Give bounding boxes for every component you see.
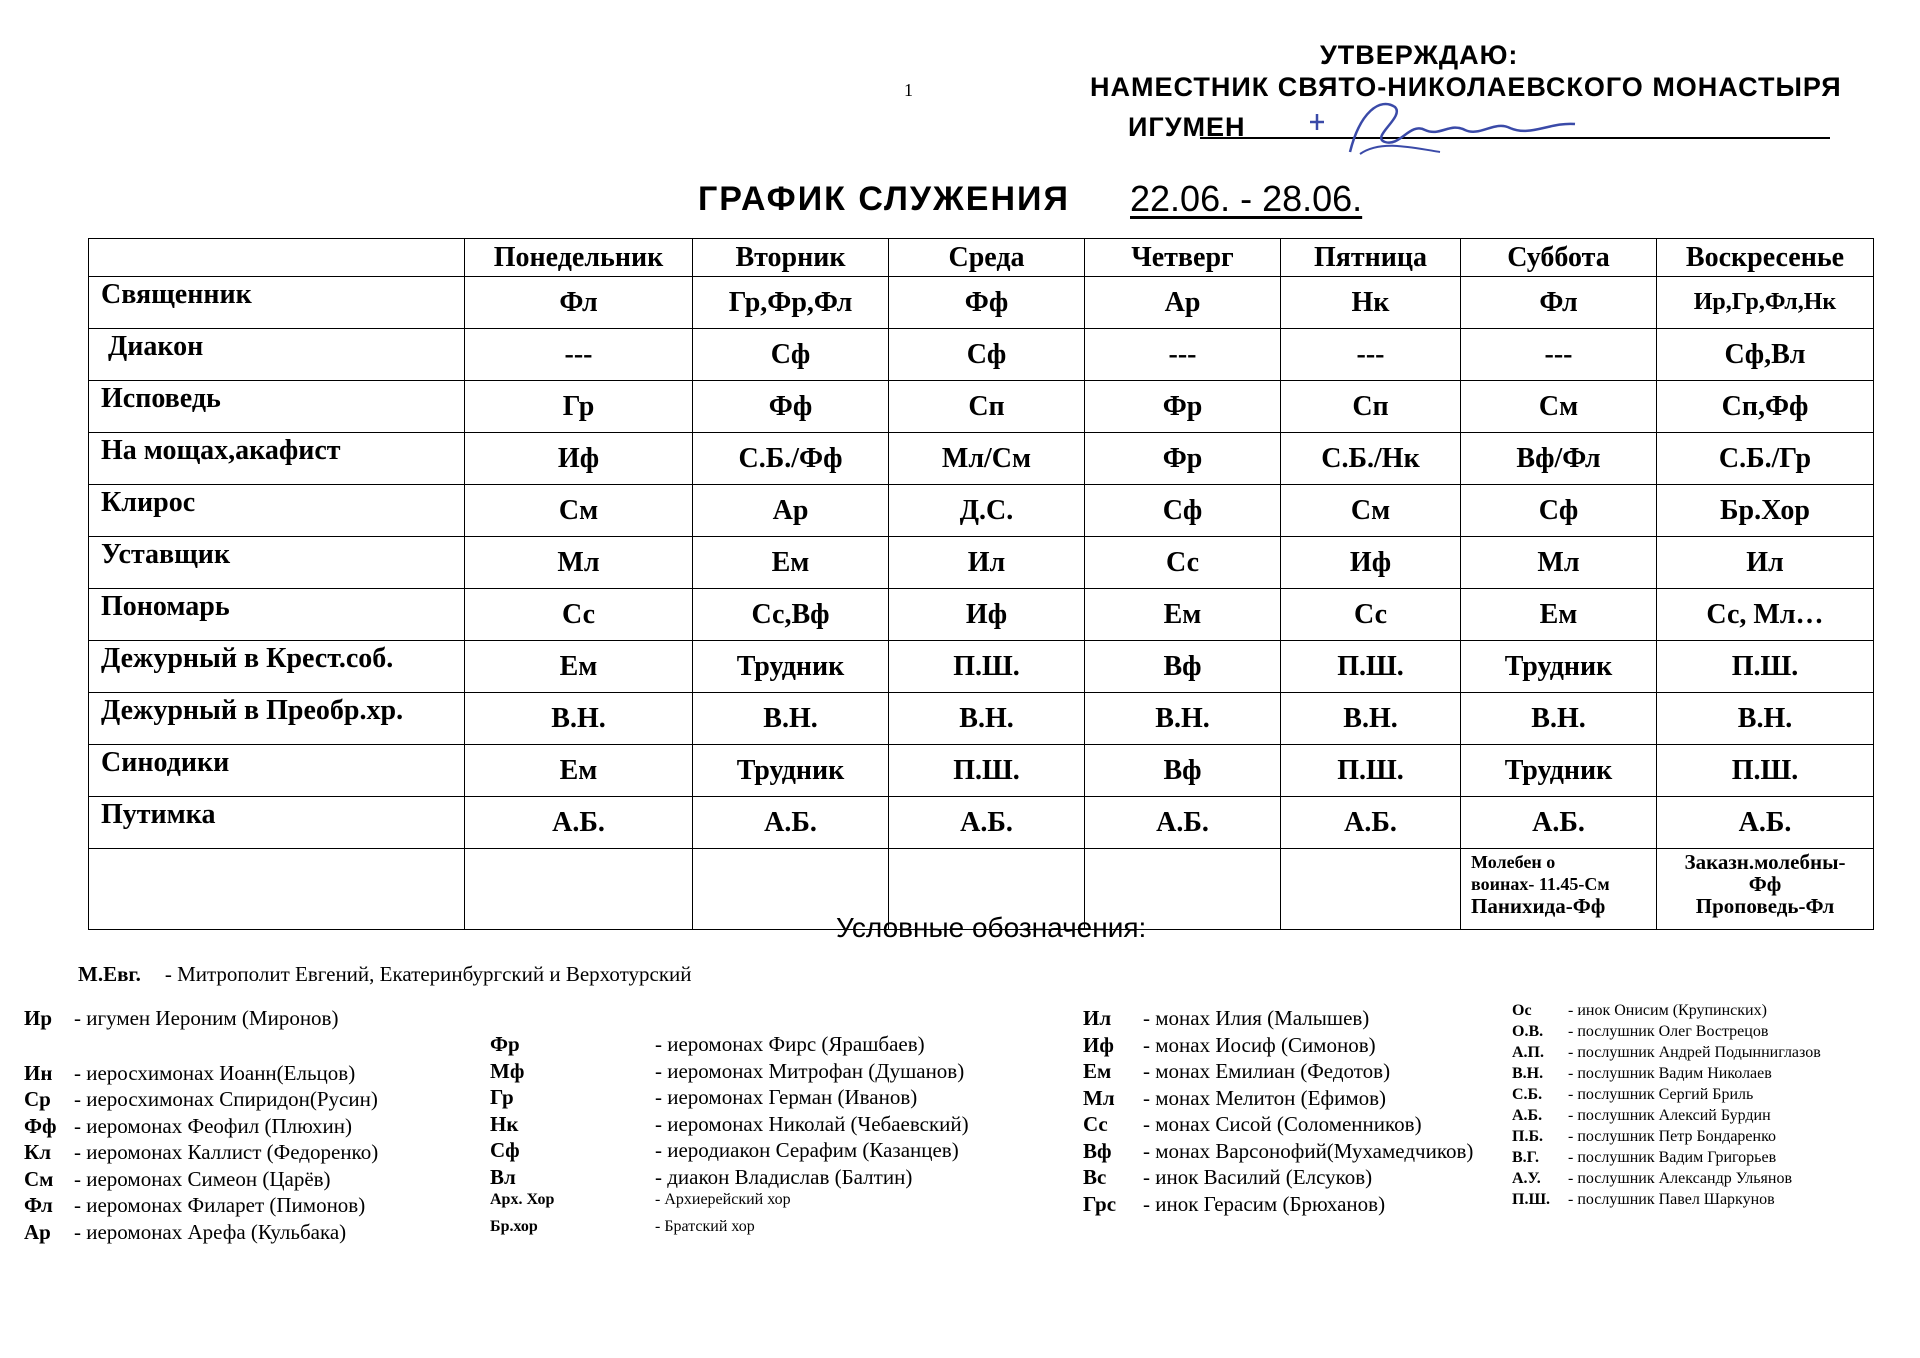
legend-code: Ин	[24, 1060, 53, 1085]
schedule-cell: Гр	[465, 381, 693, 433]
schedule-cell: Фр	[1085, 433, 1281, 485]
schedule-table	[88, 238, 1874, 930]
schedule-cell: В.Н.	[1461, 693, 1657, 745]
schedule-cell: Иф	[1281, 537, 1461, 589]
header-day: Пятница	[1281, 239, 1461, 277]
schedule-cell: Сп	[1281, 381, 1461, 433]
legend-name: - послушник Олег Вострецов	[1568, 1023, 1769, 1040]
role-label: Дежурный в Преобр.хр.	[89, 693, 465, 745]
schedule-cell: В.Н.	[889, 693, 1085, 745]
header-day: Вторник	[693, 239, 889, 277]
schedule-cell: Трудник	[693, 641, 889, 693]
legend-name: - монах Мелитон (Ефимов)	[1143, 1085, 1387, 1110]
schedule-cell: Ем	[1085, 589, 1281, 641]
legend-item	[24, 1220, 346, 1245]
schedule-cell: Сс, Мл…	[1657, 589, 1874, 641]
schedule-cell: Сс	[1281, 589, 1461, 641]
schedule-cell: С.Б./Гр	[1657, 433, 1874, 485]
legend-name: - монах Варсонофий(Мухамедчиков)	[1143, 1138, 1474, 1163]
schedule-cell: Иф	[465, 433, 693, 485]
schedule-cell: Ил	[889, 537, 1085, 589]
legend-item	[1512, 1191, 1775, 1209]
header-day: Воскресенье	[1657, 239, 1874, 277]
schedule-cell: Трудник	[1461, 745, 1657, 797]
legend-code: Фф	[24, 1113, 57, 1138]
legend-name: - иеромонах Филарет (Пимонов)	[74, 1193, 366, 1217]
legend-item	[490, 1112, 969, 1137]
schedule-cell: Сф	[1085, 485, 1281, 537]
schedule-cell: См	[1281, 485, 1461, 537]
legend-name: - иеромонах Феофил (Плюхин)	[74, 1113, 352, 1138]
legend-name: - Братский хор	[655, 1217, 755, 1235]
note-line: Панихида-Фф	[1471, 894, 1606, 918]
legend-item	[24, 1167, 331, 1192]
signature-image	[1290, 92, 1590, 172]
legend-name: - инок Герасим (Брюханов)	[1143, 1191, 1386, 1216]
legend-code: Вл	[490, 1164, 516, 1189]
legend-item	[1083, 1059, 1390, 1084]
legend-name: - иеромонах Каллист (Федоренко)	[74, 1140, 379, 1164]
legend-name: - послушник Алексий Бурдин	[1568, 1107, 1771, 1124]
schedule-cell: В.Н.	[465, 693, 693, 745]
legend-code: Иф	[1083, 1032, 1114, 1057]
table-row	[89, 745, 1874, 797]
legend-code: Вф	[1083, 1138, 1112, 1163]
legend-name: - иеромонах Арефа (Кульбака)	[74, 1219, 347, 1244]
legend-item	[1512, 1170, 1792, 1188]
legend-code: Сс	[1083, 1112, 1108, 1136]
legend-item	[24, 1193, 365, 1218]
schedule-cell: В.Н.	[1281, 693, 1461, 745]
table-row	[89, 329, 1874, 381]
legend-code: П.Б.	[1512, 1128, 1544, 1145]
legend-code: Ил	[1083, 1006, 1112, 1030]
legend-name: - монах Иосиф (Симонов)	[1143, 1032, 1376, 1057]
legend-item	[1083, 1165, 1372, 1190]
table-row	[89, 537, 1874, 589]
schedule-cell: Ем	[693, 537, 889, 589]
schedule-cell: Сп,Фф	[1657, 381, 1874, 433]
legend-item	[1083, 1033, 1376, 1058]
schedule-cell: Ем	[1461, 589, 1657, 641]
schedule-cell: Фф	[889, 277, 1085, 329]
legend-item	[24, 1006, 338, 1031]
schedule-cell: Трудник	[1461, 641, 1657, 693]
note-line: Молебен о	[1471, 852, 1556, 872]
role-label: На мощах,акафист	[89, 433, 465, 485]
schedule-cell: Ир,Гр,Фл,Нк	[1657, 277, 1874, 329]
schedule-cell: Нк	[1281, 277, 1461, 329]
schedule-cell: П.Ш.	[1657, 641, 1874, 693]
legend-name: - послушник Вадим Николаев	[1568, 1065, 1772, 1082]
schedule-cell: П.Ш.	[1281, 745, 1461, 797]
schedule-cell: Ил	[1657, 537, 1874, 589]
table-row	[89, 433, 1874, 485]
notes-cell	[465, 849, 693, 930]
schedule-cell: Фр	[1085, 381, 1281, 433]
legend-code: Фр	[490, 1032, 520, 1056]
legend-name: - послушник Павел Шаркунов	[1568, 1191, 1775, 1208]
legend-name: - послушник Петр Бондаренко	[1568, 1128, 1777, 1145]
schedule-cell: Мл	[1461, 537, 1657, 589]
legend-metropolitan	[78, 962, 692, 987]
table-row	[89, 381, 1874, 433]
approval-line-1: УТВЕРЖДАЮ:	[1320, 40, 1519, 70]
legend-code: А.Б.	[1512, 1107, 1543, 1124]
role-label: Клирос	[89, 485, 465, 537]
schedule-cell: Бр.Хор	[1657, 485, 1874, 537]
table-row	[89, 693, 1874, 745]
schedule-cell: А.Б.	[465, 797, 693, 849]
legend-name: - Архиерейский хор	[655, 1191, 791, 1208]
legend-code: Ир	[24, 1006, 53, 1030]
schedule-cell: Сф	[693, 329, 889, 381]
legend-code: Сф	[490, 1138, 520, 1162]
header-day: Суббота	[1461, 239, 1657, 277]
note-line: Проповедь-Фл	[1695, 894, 1835, 918]
legend-code: В.Г.	[1512, 1149, 1540, 1166]
legend-code: М.Евг.	[78, 962, 141, 986]
page-title: ГРАФИК СЛУЖЕНИЯ	[698, 180, 1070, 218]
schedule-cell: Д.С.	[889, 485, 1085, 537]
legend-name: - монах Сисой (Соломенников)	[1143, 1112, 1422, 1136]
header-day: Понедельник	[465, 239, 693, 277]
schedule-cell: ---	[1461, 329, 1657, 381]
header-day: Четверг	[1085, 239, 1281, 277]
legend-code: Фл	[24, 1193, 53, 1217]
legend-name: - иеродиакон Серафим (Казанцев)	[655, 1138, 959, 1162]
legend-item	[1083, 1139, 1473, 1164]
legend-code: Мф	[490, 1058, 525, 1083]
legend-item	[1512, 1149, 1776, 1167]
header-corner	[89, 239, 465, 277]
schedule-cell: См	[465, 485, 693, 537]
legend-name: - послушник Вадим Григорьев	[1568, 1149, 1777, 1166]
legend-name: - монах Емилиан (Федотов)	[1143, 1059, 1391, 1083]
page-mark: 1	[904, 80, 913, 100]
role-label: Пономарь	[89, 589, 465, 641]
schedule-cell: А.Б.	[1085, 797, 1281, 849]
legend-item	[1083, 1086, 1386, 1111]
legend-code: Кл	[24, 1140, 52, 1164]
legend-code: Арх. Хор	[490, 1191, 555, 1208]
schedule-cell: Сп	[889, 381, 1085, 433]
legend-code: П.Ш.	[1512, 1191, 1551, 1208]
schedule-cell: П.Ш.	[889, 745, 1085, 797]
legend-code: Ср	[24, 1087, 51, 1111]
legend-name: - инок Василий (Елсуков)	[1143, 1165, 1373, 1189]
table-row	[89, 641, 1874, 693]
schedule-cell: А.Б.	[1461, 797, 1657, 849]
legend-code: Нк	[490, 1111, 519, 1136]
schedule-cell: Сс	[465, 589, 693, 641]
legend-name: - послушник Александр Ульянов	[1568, 1170, 1792, 1187]
schedule-cell: С.Б./Нк	[1281, 433, 1461, 485]
schedule-cell: Вф	[1085, 745, 1281, 797]
schedule-cell: Гр,Фр,Фл	[693, 277, 889, 329]
role-label: Священник	[89, 277, 465, 329]
schedule-cell: В.Н.	[693, 693, 889, 745]
legend-item	[1083, 1112, 1422, 1137]
schedule-cell: ---	[465, 329, 693, 381]
legend-name: - иеромонах Герман (Иванов)	[655, 1085, 918, 1109]
schedule-cell: Ар	[693, 485, 889, 537]
legend-item	[490, 1165, 912, 1190]
legend-item	[1512, 1002, 1767, 1020]
legend-item	[490, 1059, 964, 1084]
legend-item	[24, 1140, 378, 1165]
legend-code: С.Б.	[1512, 1086, 1543, 1103]
legend-title: Условные обозначения:	[836, 912, 1147, 943]
role-label: Диакон	[89, 329, 465, 381]
schedule-cell: Ем	[465, 641, 693, 693]
schedule-cell: Сф	[889, 329, 1085, 381]
role-label: Синодики	[89, 745, 465, 797]
legend-code: А.П.	[1512, 1044, 1544, 1061]
schedule-cell: Сф	[1461, 485, 1657, 537]
schedule-cell: П.Ш.	[1657, 745, 1874, 797]
schedule-cell: Сс,Вф	[693, 589, 889, 641]
legend-item	[24, 1114, 352, 1139]
notes-saturday	[1461, 849, 1657, 930]
legend-code: Ос	[1512, 1002, 1532, 1019]
legend-item	[490, 1218, 755, 1236]
legend-name: - иеромонах Симеон (Царёв)	[74, 1166, 331, 1191]
schedule-cell: Вф/Фл	[1461, 433, 1657, 485]
schedule-cell: А.Б.	[1657, 797, 1874, 849]
schedule-cell: Ем	[465, 745, 693, 797]
schedule-cell: Вф	[1085, 641, 1281, 693]
legend-item	[1512, 1023, 1768, 1041]
legend-name: - иеросхимонах Иоанн(Ельцов)	[74, 1060, 356, 1085]
legend-item	[1512, 1086, 1753, 1104]
table-row	[89, 485, 1874, 537]
legend-item	[1512, 1107, 1771, 1125]
legend-name: - игумен Иероним (Миронов)	[74, 1006, 339, 1030]
table-row	[89, 589, 1874, 641]
legend-item	[1083, 1192, 1385, 1217]
table-row	[89, 797, 1874, 849]
legend-name: - послушник Андрей Подынниглазов	[1568, 1044, 1821, 1061]
note-line: воинах- 11.45-См	[1471, 874, 1610, 894]
legend-name: - иеромонах Николай (Чебаевский)	[655, 1111, 969, 1136]
notes-cell	[89, 849, 465, 930]
legend-code: Гр	[490, 1085, 514, 1109]
schedule-cell: Мл/См	[889, 433, 1085, 485]
schedule-cell: А.Б.	[693, 797, 889, 849]
schedule-cell: Мл	[465, 537, 693, 589]
legend-item	[1512, 1044, 1821, 1062]
legend-code: Мл	[1083, 1085, 1115, 1110]
schedule-cell: П.Ш.	[1281, 641, 1461, 693]
role-label: Путимка	[89, 797, 465, 849]
legend-item	[1512, 1065, 1772, 1083]
legend-item	[1083, 1006, 1369, 1031]
legend-name: - монах Илия (Малышев)	[1143, 1006, 1370, 1030]
legend-item	[490, 1085, 917, 1110]
role-label: Уставщик	[89, 537, 465, 589]
legend-code: См	[24, 1166, 54, 1191]
legend-code: А.У.	[1512, 1170, 1541, 1187]
schedule-cell: Трудник	[693, 745, 889, 797]
legend-item	[490, 1032, 925, 1057]
header-day: Среда	[889, 239, 1085, 277]
notes-sunday	[1657, 849, 1874, 930]
legend-name: - диакон Владислав (Балтин)	[655, 1164, 913, 1189]
legend-code: В.Н.	[1512, 1065, 1544, 1082]
schedule-cell: В.Н.	[1085, 693, 1281, 745]
schedule-cell: Фл	[465, 277, 693, 329]
note-line: Фф	[1748, 872, 1782, 896]
schedule-cell: Фф	[693, 381, 889, 433]
approval-line-3: ИГУМЕН	[1128, 112, 1246, 142]
legend-name: - иеромонах Митрофан (Душанов)	[655, 1058, 965, 1083]
note-line: Заказн.молебны-	[1684, 850, 1846, 874]
legend-item	[24, 1087, 378, 1112]
schedule-cell: А.Б.	[889, 797, 1085, 849]
legend-code: Бр.хор	[490, 1217, 538, 1235]
legend-item	[24, 1061, 355, 1086]
table-row	[89, 277, 1874, 329]
legend-code: Вс	[1083, 1165, 1107, 1189]
legend-code: Ар	[24, 1219, 51, 1244]
role-label: Дежурный в Крест.соб.	[89, 641, 465, 693]
legend-item	[490, 1138, 959, 1163]
notes-cell	[1281, 849, 1461, 930]
legend-code: О.В.	[1512, 1023, 1544, 1040]
schedule-cell: Иф	[889, 589, 1085, 641]
legend-name: - инок Онисим (Крупинских)	[1568, 1002, 1767, 1019]
date-range: 22.06. - 28.06.	[1130, 178, 1363, 219]
legend-name: - Митрополит Евгений, Екатеринбургский и Верхотурский	[164, 962, 692, 986]
legend-code: Грс	[1083, 1191, 1117, 1216]
schedule-cell: Ар	[1085, 277, 1281, 329]
approval-line-2: НАМЕСТНИК СВЯТО-НИКОЛАЕВСКОГО МОНАСТЫРЯ	[1090, 72, 1842, 102]
schedule-cell: С.Б./Фф	[693, 433, 889, 485]
schedule-cell: Сф,Вл	[1657, 329, 1874, 381]
schedule-cell: Фл	[1461, 277, 1657, 329]
schedule-cell: Сс	[1085, 537, 1281, 589]
legend-item	[1512, 1128, 1776, 1146]
role-label: Исповедь	[89, 381, 465, 433]
legend-name: - послушник Сергий Бриль	[1568, 1086, 1754, 1103]
schedule-cell: В.Н.	[1657, 693, 1874, 745]
schedule-cell: ---	[1281, 329, 1461, 381]
legend-name: - иеромонах Фирс (Ярашбаев)	[655, 1032, 925, 1056]
schedule-cell: См	[1461, 381, 1657, 433]
schedule-cell: А.Б.	[1281, 797, 1461, 849]
legend-code: Ем	[1083, 1059, 1112, 1083]
table-header-row	[89, 239, 1874, 277]
schedule-cell: П.Ш.	[889, 641, 1085, 693]
legend-item	[490, 1191, 791, 1209]
schedule-cell: ---	[1085, 329, 1281, 381]
legend-name: - иеросхимонах Спиридон(Русин)	[74, 1087, 378, 1111]
